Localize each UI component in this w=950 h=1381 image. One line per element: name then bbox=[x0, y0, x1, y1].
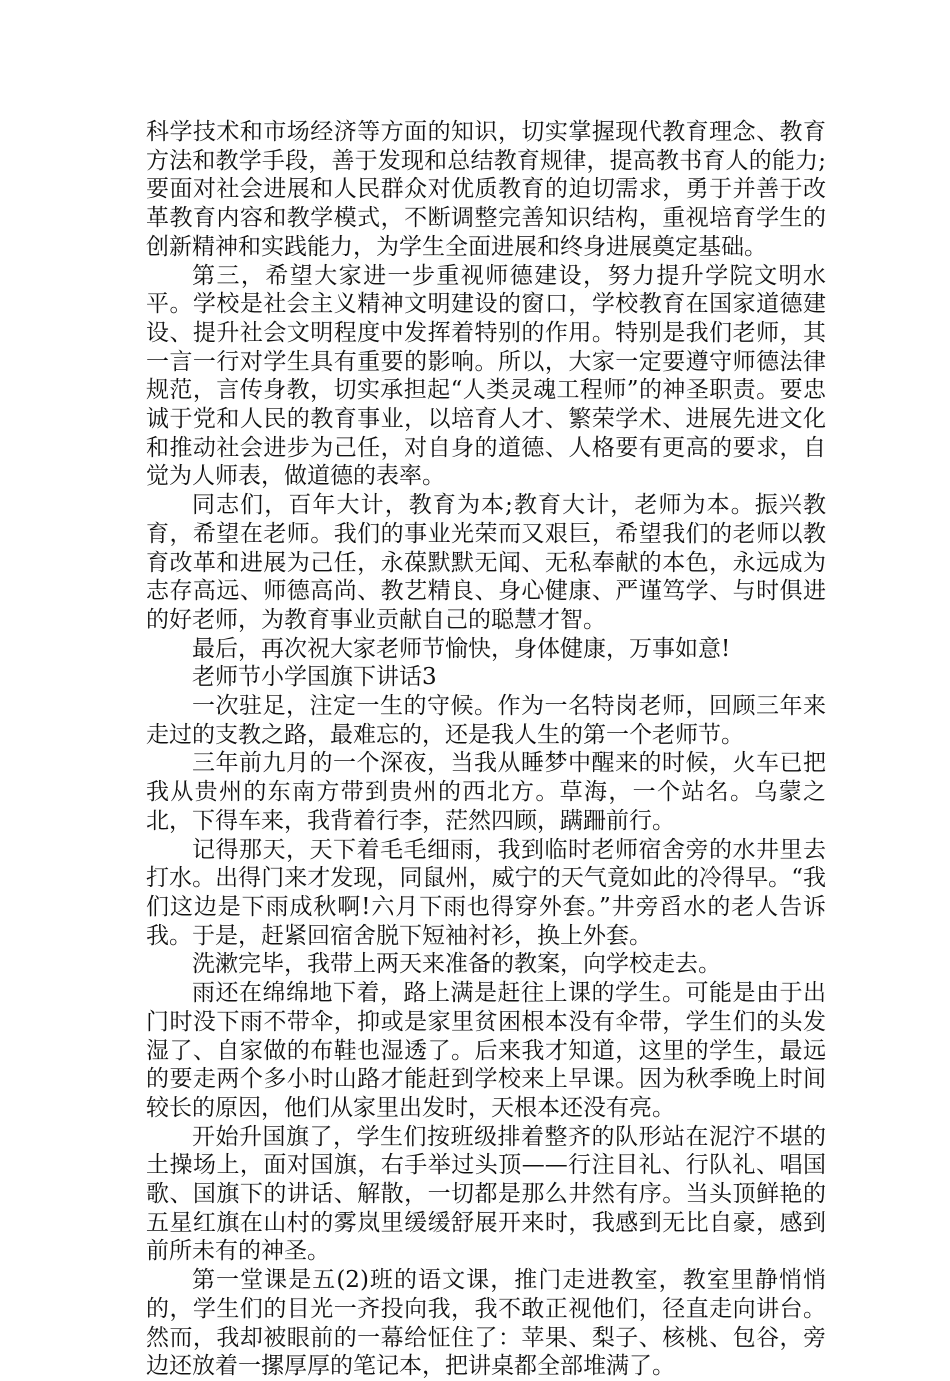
paragraph-8: 洗漱完毕，我带上两天来准备的教案，向学校走去。 bbox=[192, 951, 721, 978]
paragraph-2: 第三，希望大家进一步重视师德建设，努力提升学院文明水平。学校是社会主义精神文明建设的窗口，学校教育在国家道德建设、提升社会文明程度中发挥着特别的作用。特别是我们老师，其一言一行对学生具有重要的影响。所以，大家一定要遵守师德法律规范，言传身教，切实承担起“人类灵魂工程师”的神圣职责。要忠诚于党和人民的教育事业，以培育人才、繁荣学术、进展先进文化和推动社会进步为己任，对自身的道德、人格要有更高的要求，自觉为人师表，做道德的表率。 bbox=[146, 262, 826, 490]
paragraph-9: 雨还在绵绵地下着，路上满是赶往上课的学生。可能是由于出门时没下雨不带伞，抑或是家里贫困根本没有伞带，学生们的头发湿了、自家做的布鞋也湿透了。后来我才知道，这里的学生，最远的要走两个多小时山路才能赶到学校来上早课。因为秋季晚上时间较长的原因，他们从家里出发时，天根本还没有亮。 bbox=[146, 980, 826, 1121]
section-heading: 老师节小学国旗下讲话3 bbox=[192, 664, 437, 691]
paragraph-10: 开始升国旗了，学生们按班级排着整齐的队形站在泥泞不堪的土操场上，面对国旗，右手举过头顶——行注目礼、行队礼、唱国歌、国旗下的讲话、解散，一切都是那么井然有序。当头顶鲜艳的五星红旗在山村的雾岚里缓缓舒展开来时，我感到无比自豪，感到前所未有的神圣。 bbox=[146, 1123, 826, 1265]
paragraph-4: 最后，再次祝大家老师节愉快，身体健康，万事如意! bbox=[192, 635, 731, 662]
paragraph-11: 第一堂课是五(2)班的语文课，推门走进教室，教室里静悄悄的，学生们的目光一齐投向我，我不敢正视他们，径直走向讲台。然而，我却被眼前的一幕给怔住了：苹果、梨子、核桃、包谷，旁边还放着一摞厚厚的笔记本，把讲桌都全部堆满了。 bbox=[146, 1267, 826, 1380]
body-text bbox=[146, 118, 826, 1381]
paragraph-6: 三年前九月的一个深夜，当我从睡梦中醒来的时候，火车已把我从贵州的东南方带到贵州的西北方。草海，一个站名。乌蒙之北，下得车来，我背着行李，茫然四顾，蹒跚前行。 bbox=[146, 750, 826, 834]
paragraph-7: 记得那天，天下着毛毛细雨，我到临时老师宿舍旁的水井里去打水。出得门来才发现，同鼠州，威宁的天气竟如此的冷得早。“我们这边是下雨成秋啊!六月下雨也得穿外套。”井旁舀水的老人告诉我。于是，赶紧回宿舍脱下短袖衬衫，换上外套。 bbox=[146, 836, 826, 949]
paragraph-5: 一次驻足，注定一生的守候。作为一名特岗老师，回顾三年来走过的支教之路，最难忘的，还是我人生的第一个老师节。 bbox=[146, 693, 826, 748]
paragraph-3: 同志们，百年大计，教育为本;教育大计，老师为本。振兴教育，希望在老师。我们的事业光荣而又艰巨，希望我们的老师以教育改革和进展为己任，永葆默默无闻、无私奉献的本色，永远成为志存高远、师德高尚、教艺精良、身心健康、严谨笃学、与时俱进的好老师，为教育事业贡献自己的聪慧才智。 bbox=[146, 492, 826, 633]
paragraph-1: 科学技术和市场经济等方面的知识，切实掌握现代教育理念、教育方法和教学手段，善于发现和总结教育规律，提高教书育人的能力;要面对社会进展和人民群众对优质教育的迫切需求，勇于并善于改革教育内容和教学模式，不断调整完善知识结构，重视培育学生的创新精神和实践能力，为学生全面进展和终身进展奠定基础。 bbox=[146, 119, 826, 260]
